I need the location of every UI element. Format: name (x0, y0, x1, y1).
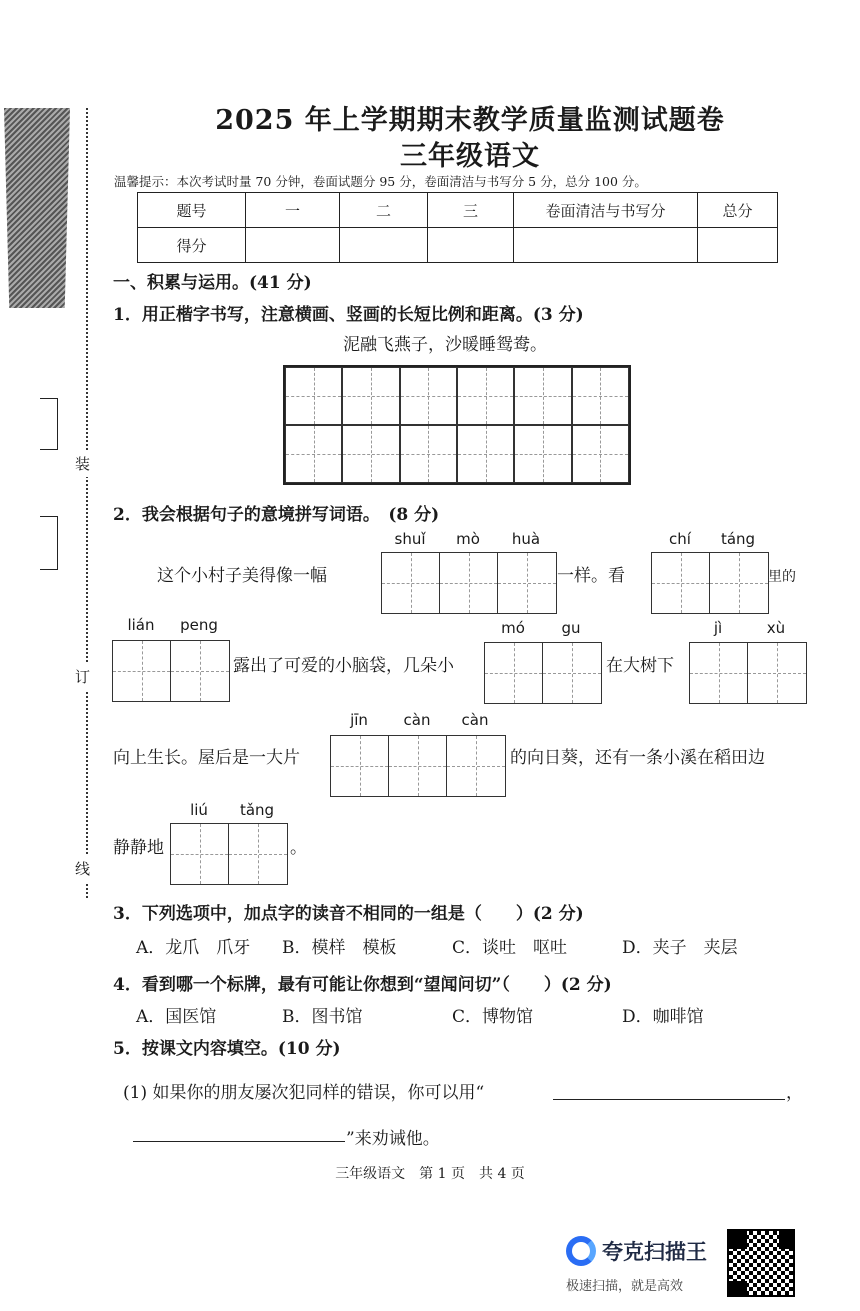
q3-option-b[interactable]: B．模样 模板 (282, 938, 397, 958)
pinyin-jixu: jì xù (713, 619, 786, 637)
writing-grid[interactable] (283, 365, 631, 485)
binding-label-zhuang: 装 (75, 450, 90, 477)
q5-sub1-a: (1) 如果你的朋友屡次犯同样的错误，你可以用“ (123, 1083, 485, 1103)
binding-dotted-line (86, 108, 88, 898)
q2-line2-b: 在大树下 (606, 656, 674, 676)
score-header-cell: 一 (246, 193, 340, 228)
page-subtitle: 三年级语文 (400, 141, 540, 172)
pinyin-jincancan: jīn càn càn (350, 711, 489, 729)
score-input-cell[interactable] (698, 228, 778, 263)
pinyin-lianpeng: lián peng (127, 616, 218, 634)
q2-line3-a: 向上生长。屋后是一大片 (113, 748, 300, 768)
question-5-text: 5．按课文内容填空。(10 分) (113, 1039, 341, 1059)
pinyin-mogu: mó gu (501, 619, 581, 637)
q4-option-b[interactable]: B．图书馆 (282, 1007, 363, 1027)
q5-sub1-b: ， (786, 1083, 803, 1103)
page-title: 2025 年上学期期末教学质量监测试题卷 (215, 105, 725, 136)
q2-line4-a: 静静地 (113, 838, 164, 858)
question-1-text: 1．用正楷字书写，注意横画、竖画的长短比例和距离。(3 分) (113, 305, 584, 325)
exam-notice: 温馨提示：本次考试时量 70 分钟，卷面试题分 95 分，卷面清洁与书写分 5 分，总分 100 分。 (114, 174, 647, 189)
score-input-cell[interactable] (246, 228, 340, 263)
score-header-cell: 二 (340, 193, 428, 228)
q2-line3-b: 的向日葵，还有一条小溪在稻田边 (510, 748, 765, 768)
q2-line1-b: 一样。看 (557, 566, 625, 586)
score-header-cell: 题号 (138, 193, 246, 228)
score-header-cell: 卷面清洁与书写分 (514, 193, 698, 228)
binding-shade (4, 108, 70, 308)
binding-label-ding: 订 (75, 663, 90, 690)
q2-line2-a: 露出了可爱的小脑袋，几朵小 (233, 656, 454, 676)
question-4-text: 4．看到哪一个标牌，最有可能让你想到“望闻问切”（ ）(2 分) (113, 975, 612, 995)
section-heading: 一、积累与运用。(41 分) (113, 273, 312, 293)
answer-boxes-shuimohua[interactable] (381, 552, 557, 614)
pinyin-chitang: chí táng (669, 530, 756, 548)
q3-option-a[interactable]: A．龙爪 爪牙 (136, 938, 251, 958)
page-footer: 三年级语文 第 1 页 共 4 页 (335, 1166, 525, 1182)
answer-boxes-liutang[interactable] (170, 823, 288, 885)
score-input-cell[interactable] (340, 228, 428, 263)
qr-code-icon (727, 1229, 795, 1297)
scanner-logo (566, 1236, 707, 1266)
q5-sub1-c: ”来劝诫他。 (346, 1129, 440, 1149)
score-row-label: 得分 (138, 228, 246, 263)
scanner-slogan: 极速扫描，就是高效 (566, 1279, 684, 1294)
pinyin-liutang: liú tǎng (190, 801, 275, 819)
answer-boxes-mogu[interactable] (484, 642, 602, 704)
q4-option-a[interactable]: A．国医馆 (136, 1007, 217, 1027)
q4-option-c[interactable]: C．博物馆 (452, 1007, 534, 1027)
q3-option-d[interactable]: D．夹子 夹层 (622, 938, 738, 958)
q3-option-c[interactable]: C．谈吐 呕吐 (452, 938, 568, 958)
score-header-cell: 总分 (698, 193, 778, 228)
score-input-cell[interactable] (514, 228, 698, 263)
q2-line4-b: 。 (290, 838, 307, 858)
pinyin-shuimohua: shuǐ mò huà (394, 530, 541, 548)
answer-boxes-chitang[interactable] (651, 552, 769, 614)
question-3-text: 3．下列选项中，加点字的读音不相同的一组是（ ）(2 分) (113, 904, 584, 924)
question-2-text: 2．我会根据句子的意境拼写词语。 (8 分) (113, 505, 440, 525)
q4-option-d[interactable]: D．咖啡馆 (622, 1007, 704, 1027)
binding-bracket-top (40, 398, 58, 450)
question-1-poem: 泥融飞燕子，沙暖睡鸳鸯。 (343, 335, 547, 355)
answer-boxes-jincancan[interactable] (330, 735, 506, 797)
score-header-cell: 三 (428, 193, 514, 228)
q5-blank-2[interactable] (133, 1122, 345, 1142)
answer-boxes-lianpeng[interactable] (112, 640, 230, 702)
q2-line1-c: 里的 (768, 569, 796, 585)
q2-line1-a: 这个小村子美得像一幅 (157, 566, 327, 586)
score-input-cell[interactable] (428, 228, 514, 263)
answer-boxes-jixu[interactable] (689, 642, 807, 704)
binding-bracket-bottom (40, 516, 58, 570)
scanner-logo-icon (566, 1236, 596, 1266)
binding-label-xian: 线 (75, 855, 90, 882)
score-table (137, 192, 778, 263)
q5-blank-1[interactable] (553, 1080, 785, 1100)
scanner-name: 夸克扫描王 (602, 1240, 707, 1264)
